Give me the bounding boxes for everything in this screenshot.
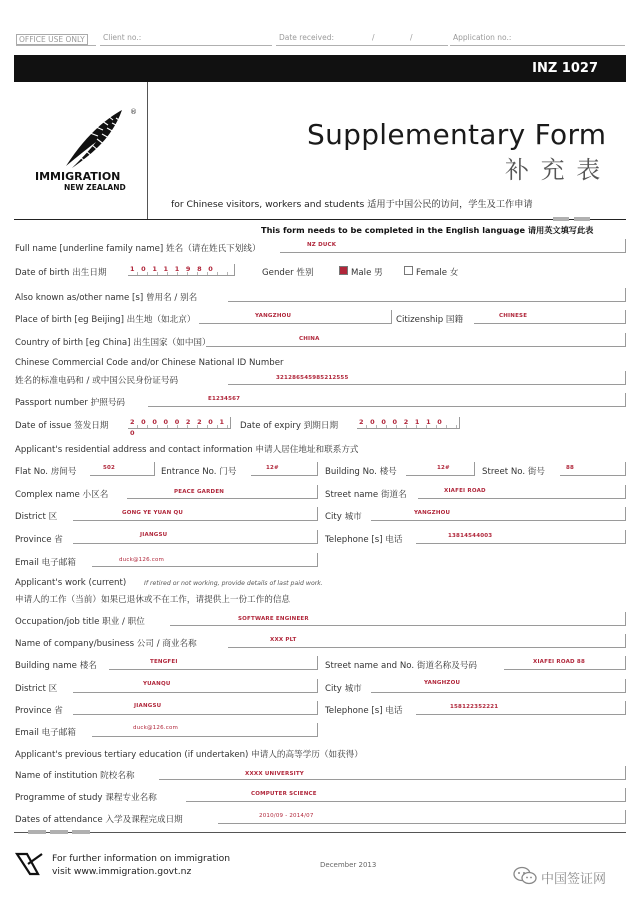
institution-field[interactable] [159, 766, 626, 780]
occupation-label: Occupation/job title 职业 / 职位 [15, 617, 145, 627]
ccc-value: 321286545985212555 [276, 375, 349, 381]
work-telephone-value: 158122352221 [450, 704, 499, 710]
institution-label: Name of institution 院校名称 [15, 771, 135, 781]
doi-field[interactable]: 2 0 0 0 0 2 2 0 1 0 [128, 417, 231, 429]
work-building-label: Building name 楼名 [15, 661, 97, 671]
dob-label: Date of birth 出生日期 [15, 268, 107, 278]
email-label: Email 电子邮箱 [15, 558, 76, 568]
street-no-value: 88 [566, 465, 575, 471]
district-field[interactable] [73, 507, 318, 521]
ccc-label-chinese: 姓名的标准电码和 / 或中国公民身份证号码 [15, 376, 179, 386]
complex-value: PEACE GARDEN [174, 489, 225, 495]
work-province-value: JIANGSU [134, 703, 162, 709]
occupation-value: SOFTWARE ENGINEER [238, 616, 309, 622]
nz-footer-logo-icon [14, 848, 46, 880]
client-no-label: Client no.: [103, 33, 142, 42]
page-title: Supplementary Form [307, 118, 607, 151]
office-use-only-label: OFFICE USE ONLY [16, 34, 88, 45]
province-label: Province 省 [15, 535, 63, 545]
application-no-label: Application no.: [453, 33, 512, 42]
date-separator: / [372, 33, 375, 42]
building-no-label: Building No. 楼号 [325, 467, 397, 477]
passport-value: E1234567 [208, 396, 241, 402]
footer-date: December 2013 [320, 861, 377, 869]
street-no-label: Street No. 街号 [482, 467, 546, 477]
work-street-label: Street name and No. 街道名称及号码 [325, 661, 478, 671]
flat-label: Flat No. 房间号 [15, 467, 77, 477]
flat-value: 502 [103, 465, 116, 471]
cob-value: CHINA [299, 336, 320, 342]
date-received-label: Date received: [279, 33, 335, 42]
ccc-label: Chinese Commercial Code and/or Chinese National ID Number [15, 358, 284, 368]
gender-label: Gender 性别 [262, 268, 314, 278]
work-province-label: Province 省 [15, 706, 63, 716]
programme-label: Programme of study 课程专业名称 [15, 793, 157, 803]
city-value: YANGZHOU [414, 510, 451, 516]
date-separator: / [410, 33, 413, 42]
full-name-label: Full name [underline family name] 姓名（请在姓氏下划线） [15, 244, 261, 254]
aka-label: Also known as/other name [s] 曾用名 / 别名 [15, 293, 198, 303]
work-street-value: XIAFEI ROAD 88 [533, 659, 585, 665]
registered-mark-icon: ® [130, 108, 137, 116]
subtitle: for Chinese visitors, workers and students 适用于中国公民的访问，学生及工作申请 [171, 199, 533, 210]
work-heading-note: If retired or not working, provide details of last paid work. [144, 580, 323, 587]
work-building-field[interactable] [109, 656, 318, 670]
pob-field[interactable] [199, 310, 392, 324]
work-email-field[interactable] [92, 723, 318, 737]
city-field[interactable] [371, 507, 626, 521]
province-field[interactable] [73, 530, 318, 544]
wechat-icon [513, 866, 537, 886]
brand-immigration: IMMIGRATION [35, 170, 121, 183]
education-heading: Applicant's previous tertiary education (if undertaken) 申请人的高等学历（如获得） [15, 750, 363, 760]
work-heading: Applicant's work (current) [15, 578, 127, 588]
telephone-value: 13814544003 [448, 533, 493, 539]
district-value: GONG YE YUAN QU [122, 510, 184, 516]
aka-field[interactable] [228, 288, 626, 302]
doi-label: Date of issue 签发日期 [15, 421, 109, 431]
female-checkbox[interactable] [404, 266, 413, 275]
city-label: City 城市 [325, 512, 362, 522]
work-city-value: YANGHZOU [424, 680, 461, 686]
citizenship-field[interactable] [474, 310, 626, 324]
pob-label: Place of birth [eg Beijing] 出生地（如北京） [15, 315, 196, 325]
province-value: JIANGSU [140, 532, 168, 538]
citizenship-label: Citizenship 国籍 [396, 315, 464, 325]
passport-label: Passport number 护照号码 [15, 398, 126, 408]
full-name-value: NZ DUCK [307, 242, 337, 248]
page-title-chinese: 补 充 表 [505, 156, 603, 184]
section-divider [14, 219, 626, 220]
male-label: Male 男 [351, 268, 383, 278]
doe-label: Date of expiry 到期日期 [240, 421, 339, 431]
district-label: District 区 [15, 512, 58, 522]
entrance-field[interactable] [251, 462, 318, 476]
female-label: Female 女 [416, 268, 459, 278]
cob-field[interactable] [206, 333, 626, 347]
male-checkbox[interactable] [339, 266, 348, 275]
work-email-value: duck@126.com [133, 725, 179, 731]
doe-field[interactable]: 2 0 0 0 2 1 1 0 [357, 417, 460, 429]
flat-field[interactable] [90, 462, 155, 476]
fern-logo [58, 108, 128, 170]
work-district-label: District 区 [15, 684, 58, 694]
complex-label: Complex name 小区名 [15, 490, 109, 500]
brand-new-zealand: NEW ZEALAND [64, 183, 126, 192]
institution-value: XXXX UNIVERSITY [245, 771, 304, 777]
address-heading: Applicant's residential address and contact information 申请人居住地址和联系方式 [15, 445, 359, 455]
programme-value: COMPUTER SCIENCE [251, 791, 317, 797]
work-district-value: YUANQU [143, 681, 171, 687]
logo-divider [147, 82, 148, 220]
company-value: XXX PLT [270, 637, 297, 643]
work-telephone-field[interactable] [416, 701, 626, 715]
street-name-label: Street name 街道名 [325, 490, 407, 500]
work-email-label: Email 电子邮箱 [15, 728, 76, 738]
pob-value: YANGZHOU [255, 313, 292, 319]
building-no-value: 12# [437, 465, 450, 471]
instruction-text: This form needs to be completed in the English language 请用英文填写此表 [261, 225, 594, 235]
telephone-label: Telephone [s] 电话 [325, 535, 403, 545]
company-label: Name of company/business 公司 / 商业名称 [15, 639, 197, 649]
work-building-value: TENGFEI [150, 659, 178, 665]
header-bar [14, 55, 626, 82]
work-district-field[interactable] [73, 679, 318, 693]
work-telephone-label: Telephone [s] 电话 [325, 706, 403, 716]
work-city-field[interactable] [371, 679, 626, 693]
citizenship-value: CHINESE [499, 313, 528, 319]
dob-field[interactable]: 1 0 1 1 1 9 8 0 [128, 264, 235, 276]
footer-info-line1: For further information on immigration [52, 853, 231, 864]
watermark-text: 中国签证网 [541, 872, 607, 887]
footer-divider [14, 832, 626, 833]
form-code: INZ 1027 [532, 61, 598, 76]
cob-label: Country of birth [eg China] 出生国家（如中国） [15, 338, 211, 348]
work-province-field[interactable] [73, 701, 318, 715]
entrance-label: Entrance No. 门号 [161, 467, 237, 477]
work-heading-chinese: 申请人的工作（当前）如果已退休或不在工作，请提供上一份工作的信息 [15, 595, 291, 605]
footer-info-line2: visit www.immigration.govt.nz [52, 866, 192, 877]
entrance-value: 12# [266, 465, 279, 471]
dates-label: Dates of attendance 入学及课程完成日期 [15, 815, 183, 825]
email-value: duck@126.com [119, 557, 165, 563]
work-city-label: City 城市 [325, 684, 362, 694]
street-name-value: XIAFEI ROAD [444, 488, 486, 494]
dates-value: 2010/09 - 2014/07 [259, 813, 314, 819]
